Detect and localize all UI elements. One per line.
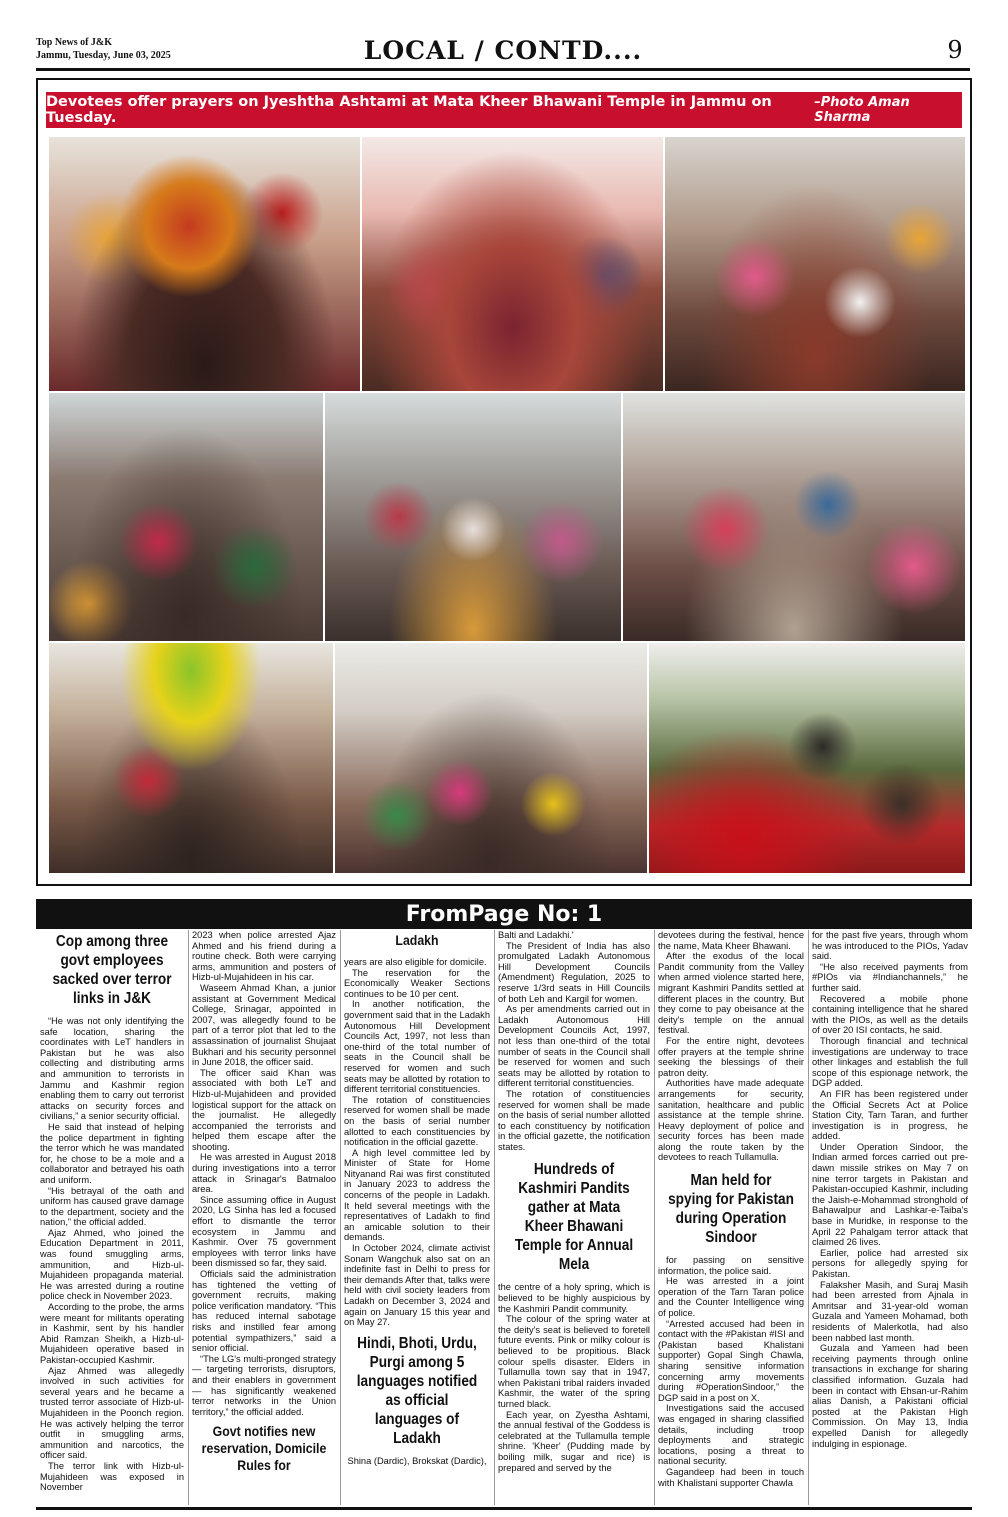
pandits-paragraph: For the entire night, devotees offer prayers at the temple shrine seeking the blessings of their patron deity. xyxy=(658,1035,804,1078)
pandits-paragraph: After the exodus of the local Pandit community from the Valley when armed violence started here, migrant Kashmiri Pandits settled at different places in the country. But they come to pay obeisance at the deity's temple on the annual festival. xyxy=(658,951,804,1036)
spying-paragraph: “He also received payments from #PIOs via #Indianchannels,” he further said. xyxy=(812,961,968,993)
photo-caption-banner xyxy=(46,92,962,128)
photo-caption: Devotees offer prayers on Jyeshtha Ashtami at Mata Kheer Bhawani Temple in Jammu on Tuesday. xyxy=(46,94,772,126)
cop-paragraph: He was arrested in August 2018 during investigations into a terror attack in Srinagar's Batmaloo area. xyxy=(192,1152,336,1195)
column-3 xyxy=(344,930,490,1505)
cop-paragraph: According to the probe, the arms were meant for militants operating in Kashmir, sent by his handler Abid Ramzan Sheikh, a Hizb-ul-Mujahideen operative based in Pakistan-occupied Kashmir. xyxy=(40,1302,184,1365)
temple-photo-9 xyxy=(648,642,966,874)
temple-photo-7 xyxy=(48,642,334,874)
cop-paragraph: 2023 when police arrested Ajaz Ahmed and his friend during a routine check. Both were carrying arms, ammunition and posters of Hizb-ul-Mujahideen in his car. xyxy=(192,930,336,983)
govt-paragraph: A high level committee led by Minister of State for Home Nityanand Rai was first constituted in January 2023 to address the concerns of the people in Ladakh. It held several meetings with the representatives of Ladakh to find an amicable solution to their demands. xyxy=(344,1147,490,1243)
column-4 xyxy=(498,930,650,1505)
languages-paragraph: The rotation of constituencies reserved for women shall be made on the basis of serial number allotted to each constituency by notification in the official gazette, the notification states. xyxy=(498,1088,650,1152)
column-rule xyxy=(808,930,809,1505)
spying-paragraph: He was arrested in a joint operation of the Tarn Taran police and the Counter Intelligence wing of police. xyxy=(658,1276,804,1319)
spying-paragraph: Gagandeep had been in touch with Khalistani supporter Chawla xyxy=(658,1466,804,1488)
dateline: Jammu, Tuesday, June 03, 2025 xyxy=(36,50,171,61)
govt-notifies-continued-headline: Ladakh xyxy=(395,932,439,948)
cop-paragraph: Officials said the administration has tightened the vetting of government recruits, making police verification mandatory. “This has reduced internal sabotage risks and instilled fear among potential sympathizers,” said a senior official. xyxy=(192,1269,336,1354)
column-2 xyxy=(192,930,336,1505)
page-number: 9 xyxy=(947,36,963,64)
languages-paragraph: The President of India has also promulgated Ladakh Autonomous Hill Development Councils (Amendment) Regulation, 2025 to reserve 1/3rd seats in Hill Councils of both Leh and Kargil for women. xyxy=(498,940,650,1004)
section-title: LOCAL / CONTD.... xyxy=(363,36,643,65)
temple-photo-8 xyxy=(334,642,648,874)
column-5 xyxy=(658,930,804,1505)
spying-paragraph: Thorough financial and technical investigations are underway to trace other linkages and establish the full scope of this espionage network, the DGP added. xyxy=(812,1035,968,1089)
spying-paragraph: Investigations said the accused was engaged in sharing classified details, including troop deployments and strategic locations, posing a threat to national security. xyxy=(658,1403,804,1467)
column-rule xyxy=(494,930,495,1505)
column-rule xyxy=(188,930,189,1505)
pandits-paragraph: The colour of the spring water at the deity's seat is believed to foretell future events. Pink or milky colour is believed to be propitious. Black colour spells disaster. Elders in Tullamulla town say that in 1947, when Pakistani tribal raiders invaded Kashmir, the water of the spring turned black. xyxy=(498,1314,650,1409)
paper-name: Top News of J&K xyxy=(36,37,113,48)
languages-paragraph: As per amendments carried out in Ladakh Autonomous Hill Development Councils Act, 1997, not less than one-third of the total number of seats in the Council shall be reserved for women and such seats may be allotted by rotation to different territorial constituencies. xyxy=(498,1004,650,1089)
cop-paragraph: Since assuming office in August 2020, LG Sinha has led a focused effort to dismantle the terror ecosystem in Jammu and Kashmir. Over 75 government employees with terror links have been dismissed so far, they said. xyxy=(192,1194,336,1269)
cop-paragraph: Ajaz Ahmed was allegedly involved in such activities for several years and he became a trusted terror associate of Hizb-ul-Mujahideen in the Poonch region. He was actively helping the terror outfit in smuggling arms, ammunition and narcotics, the officer said. xyxy=(40,1365,184,1461)
cop-paragraph: “His betrayal of the oath and uniform has caused grave damage to the department, society and the nation,” the official added. xyxy=(40,1185,184,1228)
spying-paragraph: Falaksher Masih, and Suraj Masih had been arrested from Ajnala in Amritsar and 31-year-old woman Guzala and Yameen Mohamad, both residents of Malerkotla, had also been nabbed last month. xyxy=(812,1279,968,1343)
spying-paragraph: Earlier, police had arrested six persons for allegedly spying for Pakistan. xyxy=(812,1247,968,1279)
spying-paragraph: Under Operation Sindoor, the Indian armed forces carried out pre-dawn missile strikes on May 7 on nine terror targets in Pakistan and Pakistan-occupied Kashmir, including the Jaish-e-Mohammad stronghold of Bahawalpur and Lashkar-e-Taiba's base in Muridke, in response to the April 22 Pahalgam terror attack that claimed 26 lives. xyxy=(812,1141,968,1248)
pandits-paragraph: Authorities have made adequate arrangements for security, sanitation, healthcare and public assistance at the temple shrine. Heavy deployment of police and security forces has been made along the route taken by the devotees to reach Tullamulla. xyxy=(658,1078,804,1163)
spying-paragraph: for the past five years, through whom he was introduced to the PIOs, Yadav said. xyxy=(812,930,968,962)
section-bar: FromPage No: 1 xyxy=(36,899,972,929)
govt-paragraph: years are also eligible for domicile. xyxy=(344,957,487,967)
spying-paragraph: An FIR has been registered under the Official Secrets Act at Police Station City, Tarn Taran, and further investigation is in progress, he added. xyxy=(812,1088,968,1142)
masthead xyxy=(36,36,970,70)
pandits-headline: Hundreds of Kashmiri Pandits gather at Mata Kheer Bhawani Temple for Annual Mela xyxy=(514,1161,634,1274)
cop-paragraph: Waseem Ahmad Khan, a junior assistant at Government Medical College, Srinagar, appointed in 2007, was allegedly found to be part of a terror plot that led to the assassination of journalist Shujaat Bukhari and his security personnel in June 2018, the officer said. xyxy=(192,982,336,1068)
cop-paragraph: He said that instead of helping the police department in fighting the terror which he was mandated for, he chose to be a mole and a collaborator and betrayed his oath and uniform. xyxy=(40,1121,184,1185)
languages-paragraph: Balti and Ladakhi.' xyxy=(498,930,574,940)
temple-photo-2 xyxy=(361,136,664,392)
photo-credit: –Photo Aman Sharma xyxy=(814,95,910,125)
temple-photo-1 xyxy=(48,136,361,392)
spying-paragraph: Recovered a mobile phone containing intelligence that he shared with the PIOs, as well as the details of over 20 ISI contacts, he said. xyxy=(812,993,968,1036)
temple-photo-3 xyxy=(664,136,966,392)
column-1 xyxy=(40,930,184,1505)
govt-paragraph: The reservation for the Economically Weaker Sections continues to be 10 per cent. xyxy=(344,967,490,999)
cop-paragraph: The officer said Khan was associated with both LeT and Hizb-ul-Mujahideen and provided logistical support for the attack on the journalist. He allegedly accompanied the terrorists and helped them escape after the shooting. xyxy=(192,1067,336,1152)
pandits-paragraph: Each year, on Zyestha Ashtami, the annual festival of the Goddess is celebrated at the Tullamulla temple shrine. 'Kheer' (Pudding made by boiling milk, sugar and rice) is prepared and served by the xyxy=(498,1409,650,1473)
languages-paragraph: Shina (Dardic), Brokskat (Dardic), xyxy=(347,1455,487,1466)
temple-photo-4 xyxy=(48,392,324,642)
spying-headline: Man held for spying for Pakistan during Operation Sindoor xyxy=(668,1172,794,1247)
masthead-rule xyxy=(36,68,970,71)
photo-feature xyxy=(36,78,972,886)
cop-paragraph: The terror link with Hizb-ul-Mujahideen was exposed in November xyxy=(40,1460,184,1493)
column-6 xyxy=(812,930,968,1505)
spying-paragraph: Guzala and Yameen had been receiving payments through online transactions in exchange for sharing classified information. Guzala had been in contact with Ehsan-ur-Rahim alias Danish, a Pakistani official posted at the Pakistan High Commission. On May 13, India expelled Danish for allegedly indulging in espionage. xyxy=(812,1343,968,1449)
cop-headline: Cop among three govt employees sacked over terror links in J&K xyxy=(52,933,172,1007)
article-columns xyxy=(36,930,972,1510)
languages-headline: Hindi, Bhoti, Urdu, Purgi among 5 languages notified as official languages of Ladakh xyxy=(356,1334,478,1447)
temple-photo-6 xyxy=(622,392,966,642)
govt-paragraph: In October 2024, climate activist Sonam Wangchuk also sat on an indefinite fast in Delhi to press for their demands After that, talks were held with civil society leaders from Ladakh on December 3, 2024 and again on January 15 this year and on May 27. xyxy=(344,1243,490,1328)
column-rule xyxy=(340,930,341,1505)
cop-paragraph: Ajaz Ahmed, who joined the Education Department in 2011, was found smuggling arms, ammunition, and Hizb-ul-Mujahideen propaganda material. He was arrested during a routine police check in November 2023. xyxy=(40,1227,184,1302)
spying-paragraph: “Arrested accused had been in contact with the #Pakistan #ISI and (Pakistan based Khalistani supporter) Gopal Singh Chawla, sharing sensitive information concerning army movements during #OperationSindoor,” the DGP said in a post on X. xyxy=(658,1318,804,1403)
govt-paragraph: In another notification, the government said that in the Ladakh Autonomous Hill Development Councils Act, 1997, not less than one-third of the total number of seats in the Council shall be reserved for women and such seats may be allotted by rotation to different territorial constituencies. xyxy=(344,999,490,1095)
cop-paragraph: “The LG's multi-pronged strategy — targeting terrorists, disruptors, and their enablers in government — has significantly weakened terror networks in the Union territory,” the official added. xyxy=(192,1353,336,1417)
govt-paragraph: The rotation of constituencies reserved for women shall be made on the basis of serial number allotted to each constituencies by notification in the official gazette. xyxy=(344,1094,490,1148)
spying-paragraph: for passing on sensitive information, the police said. xyxy=(658,1255,804,1276)
pandits-paragraph: the centre of a holy spring, which is believed to be highly auspicious by the Kashmiri Pandit community. xyxy=(498,1282,650,1314)
column-rule xyxy=(654,930,655,1505)
cop-paragraph: “He was not only identifying the safe location, sharing the coordinates with LeT handlers in Pakistan but he was also collecting and distributing arms and ammunition to terrorists in Jammu and Kashmir region enabling them to carry out terrorist attacks on security forces and civilians,” a senior security official. xyxy=(40,1016,184,1122)
temple-photo-5 xyxy=(324,392,622,642)
govt-notifies-headline: Govt notifies new reservation, Domicile Rules for xyxy=(201,1423,327,1474)
pandits-paragraph: devotees during the festival, hence the name, Mata Kheer Bhawani. xyxy=(658,930,804,951)
